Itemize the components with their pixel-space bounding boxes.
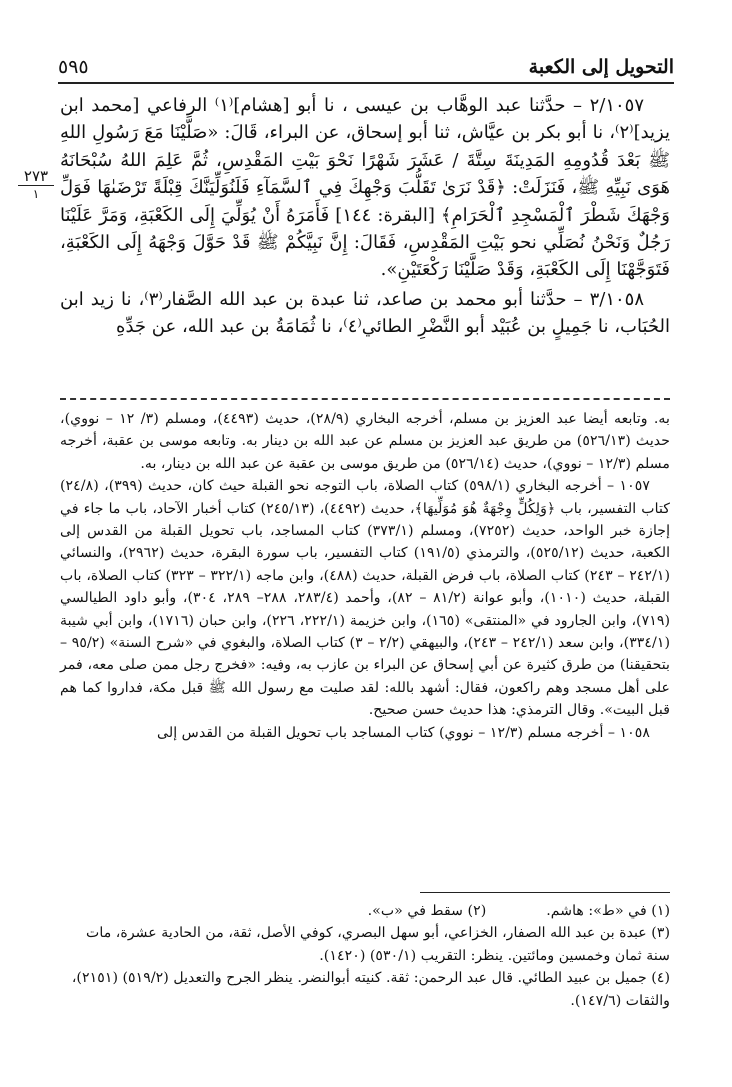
running-title: التحويل إلى الكعبة [528, 56, 674, 78]
dashed-separator [60, 398, 670, 400]
notes-continuation: به. وتابعه أيضا عبد العزيز بن مسلم، أخرجه البخاري (٢٨/٩)، حديث (٤٤٩٣)، ومسلم (٣/ ١٢ – نووي)، حديث (٥٢٦/١٣) من طريق عبد العزيز بن مسلم عن عبد الله بن دينار به. وتابعه موسى بن عقبة، أخرجه مسلم (١٢/٣ – نووي)، حديث (٥٢٦/١٤) من طريق موسى بن عقبة عن عبد الله بن دينار، به. [60, 411, 670, 472]
footnote-3: (٣) عبدة بن عبد الله الصفار، الخزاعي، أبو سهل البصري، كوفي الأصل، ثقة، من الحادية عشرة، مات سنة ثمان وخمسين ومائتين. ينظر: التقريب (٥٣٠/١) (١٤٢٠). [86, 925, 670, 964]
footnote-rule [420, 892, 670, 893]
margin-reference-side: ١ [32, 187, 40, 201]
main-text [60, 92, 670, 343]
footnotes-row [60, 900, 670, 922]
hadith-1057: ٢/١٠٥٧ – حدَّثنا عبد الوهَّاب بن عيسى ، نا أبو [هشام]⁽١⁾ الرفاعي [محمد ابن يزيد]⁽٢⁾، نا أبو بكر بن عيَّاش، ثنا أبو إسحاق، عن البراء، قَالَ: «صَلَّيْنَا مَعَ رَسُولِ اللهِ ﷺ بَعْدَ قُدُومِهِ المَدِينَةَ سِتَّةَ / عَشَرَ شَهْرًا نَحْوَ بَيْتِ المَقْدِسِ، ثُمَّ عَلِمَ اللهُ سُبْحَانَهُ هَوَى نَبِيِّهِ ﷺ، فَنَزَلَتْ: ﴿قَدْ نَرَىٰ تَقَلُّبَ وَجْهِكَ فِي ٱلسَّمَآءِ فَلَنُوَلِّيَنَّكَ قِبْلَةً تَرْضَىٰهَا فَوَلِّ وَجْهَكَ شَطْرَ ٱلْمَسْجِدِ ٱلْحَرَامِ﴾ [البقرة: ١٤٤] فَأَمَرَهُ أَنْ يُوَلِّيَ إِلَى الكَعْبَةِ، وَمَرَّ عَلَيْنَا رَجُلٌ وَنَحْنُ نُصَلِّي نحو بَيْتِ المَقْدِسِ، فَقَالَ: إِنَّ نَبِيَّكُمْ ﷺ قَدْ حَوَّلَ وَجْهَهُ إِلَى الكَعْبَةِ، فَتَوَجَّهْنَا إِلَى الكَعْبَةِ، وَقَدْ صَلَّيْنَا رَكْعَتَيْنِ». [60, 95, 670, 281]
footnotes [60, 900, 670, 1012]
takhrij-notes [60, 408, 670, 744]
hadith-1058: ٣/١٠٥٨ – حدَّثنا أبو محمد بن صاعد، ثنا عبدة بن عبد الله الصَّفار⁽٣⁾، نا زيد ابن الحُبَاب، نا جَمِيلٍ بن عُبَيْد أبو النَّضْرِ الطائي⁽٤⁾، نا ثُمَامَةُ بن عبد الله، عن جَدِّهِ [60, 288, 670, 338]
footnote-1: (١) في «ط»: هاشم. [546, 903, 670, 919]
takhrij-1057: ١٠٥٧ – أخرجه البخاري (٥٩٨/١) كتاب الصلاة، باب التوجه نحو القبلة حيث كان، حديث (٣٩٩)، (٢٤/٨) كتاب التفسير، باب ﴿وَلِكُلٍّ وِجْهَةٌ هُوَ مُوَلِّيهَا﴾، حديث (٤٤٩٢)، (٢٤٥/١٣) كتاب أخبار الآحاد، باب ما جاء في إجازة خبر الواحد، حديث (٧٢٥٢)، ومسلم (٣٧٣/١) كتاب المساجد، باب تحويل القبلة من القدس إلى الكعبة، حديث (٥٢٥/١٢)، والترمذي (١٩١/٥) كتاب التفسير، باب سورة البقرة، حديث (٢٩٦٢)، والنسائي (٢٤٢/١ – ٢٤٣) كتاب الصلاة، باب فرض القبلة، حديث (٤٨٨)، وابن ماجه (٣٢٢/١ – ٣٢٣) كتاب الصلاة، باب القبلة، حديث (١٠١٠)، وأبو عوانة (٨١/٢ – ٨٢)، وأحمد (٢٨٣/٤، ٢٨٨– ٢٨٩، ٣٠٤)، وأبو داود الطيالسي (٧١٩)، وابن الجارود في «المنتقى» (١٦٥)، وابن خزيمة (٢٢٢/١، ٢٢٦)، وابن حبان (١٧١٦)، وابن أبي شيبة (٣٣٤/١)، وابن سعد (٢٤٢/١ – ٢٤٣)، والبيهقي (٢/٢ – ٣) كتاب الصلاة، والبغوي في «شرح السنة» (٩٥/٢ – بتحقيقنا) من طرق كثيرة عن أبي إسحاق عن البراء بن عازب به، وفيه: «فخرج رجل ممن صلى معه، فمر على أهل مسجد وهم راكعون، فقال: أشهد بالله: لقد صليت مع رسول الله ﷺ قبل مكة، فداروا كما هم قبل البيت». وقال الترمذي: هذا حديث حسن صحيح. [60, 478, 671, 719]
margin-reference-volume: ٢٧٣ [18, 168, 54, 186]
takhrij-1058: ١٠٥٨ – أخرجه مسلم (١٢/٣ – نووي) كتاب المساجد باب تحويل القبلة من القدس إلى [157, 724, 650, 741]
page-header [58, 48, 674, 84]
margin-reference [18, 168, 54, 202]
footnote-4: (٤) جميل بن عبيد الطائي. قال عبد الرحمن: ثقة. كنيته أبوالنضر. ينظر الجرح والتعديل (٥١٩/٢) (٢١٥١)، والثقات (١٤٧/٦). [71, 970, 670, 1009]
page-number: ٥٩٥ [58, 56, 89, 78]
footnote-2: (٢) سقط في «ب». [367, 903, 487, 919]
